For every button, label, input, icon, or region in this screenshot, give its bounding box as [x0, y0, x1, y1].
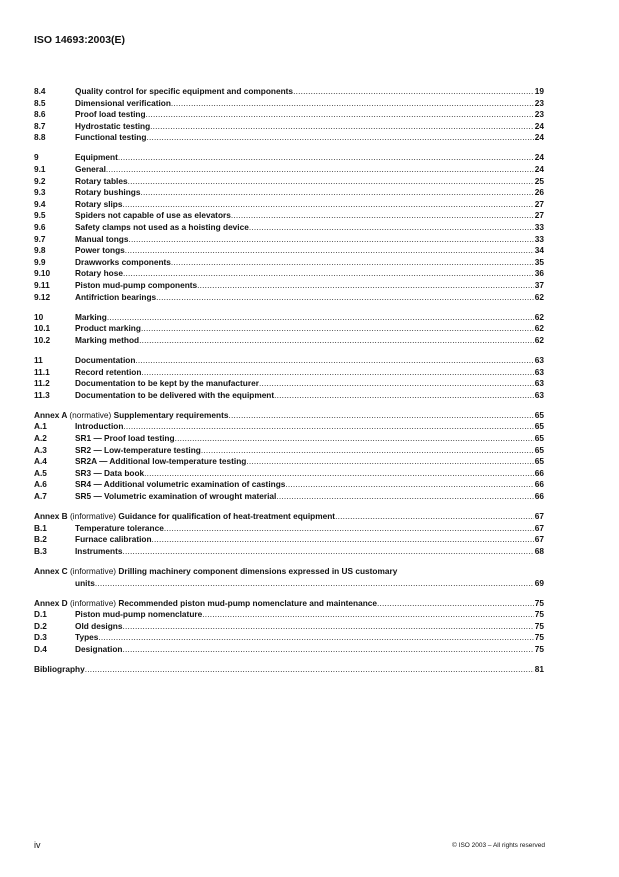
toc-page-number: 75: [534, 644, 544, 655]
toc-entry-number: D.4: [34, 644, 47, 655]
toc-page-number: 34: [534, 245, 544, 256]
toc-entry-title: Hydrostatic testing: [75, 120, 151, 131]
toc-page-number: 24: [534, 132, 544, 143]
toc-entry-title: Old designs: [75, 620, 123, 631]
toc-entry[interactable]: [34, 323, 544, 335]
toc-page-number: 65: [534, 421, 544, 432]
toc-entry-number: 9.6: [34, 222, 46, 233]
dot-leader: [139, 335, 534, 347]
annex-label: Annex C: [34, 565, 68, 576]
toc-page-number: 33: [534, 222, 544, 233]
toc-entry-title: Designation: [75, 644, 123, 655]
dot-leader: [144, 468, 534, 480]
toc-entry-number: 11.2: [34, 378, 50, 389]
dot-leader: [274, 390, 534, 402]
toc-entry-title: Spiders not capable of use as elevators: [75, 210, 231, 221]
toc-entry-number: D.2: [34, 620, 47, 631]
toc-entry-number: 9: [34, 152, 39, 163]
toc-entry[interactable]: [34, 176, 544, 188]
toc-entry[interactable]: [34, 644, 544, 656]
toc-entry-number: A.3: [34, 444, 47, 455]
toc-page-number: 65: [534, 409, 544, 420]
toc-page-number: 35: [534, 256, 544, 267]
toc-entry[interactable]: [34, 621, 544, 633]
toc-section: [34, 355, 544, 401]
toc-entry-number: D.3: [34, 632, 47, 643]
toc-entry-number: A.1: [34, 421, 47, 432]
toc-page-number: 24: [534, 164, 544, 175]
toc-section: [34, 598, 544, 656]
dot-leader: [118, 152, 534, 164]
toc-entry-number: 11: [34, 354, 43, 365]
dot-leader: [197, 280, 534, 292]
table-of-contents: [34, 86, 544, 684]
page-number: iv: [34, 840, 41, 850]
toc-entry-title: Piston mud-pump nomenclature: [75, 609, 203, 620]
toc-entry[interactable]: [34, 468, 544, 480]
dot-leader: [285, 479, 533, 491]
dot-leader: [171, 98, 534, 110]
toc-entry-title: Quality control for specific equipment and components: [75, 86, 294, 96]
toc-entry[interactable]: [34, 86, 544, 98]
toc-page-number: 67: [534, 534, 544, 545]
toc-entry[interactable]: [34, 456, 544, 468]
toc-page-number: 75: [534, 632, 544, 643]
toc-page-number: 37: [534, 280, 544, 290]
toc-entry-number: A.2: [34, 433, 47, 444]
toc-page-number: 36: [534, 268, 544, 279]
toc-entry-title: Safety clamps not used as a hoisting device: [75, 222, 249, 233]
toc-entry[interactable]: [34, 335, 544, 347]
toc-page-number: 63: [534, 389, 544, 400]
toc-entry[interactable]: [34, 390, 544, 402]
dot-leader: [128, 234, 533, 246]
toc-page-number: 69: [534, 577, 544, 588]
toc-entry-title: Rotary tables: [75, 175, 128, 186]
dot-leader: [128, 176, 534, 188]
dot-leader: [125, 245, 534, 257]
toc-entry-title: SR2 — Low-temperature testing: [75, 444, 201, 455]
toc-entry-title: SR3 — Data book: [75, 467, 145, 478]
toc-entry-title: [34, 566, 397, 578]
toc-section: [34, 312, 544, 347]
toc-entry-title: Drawworks components: [75, 256, 171, 267]
toc-entry-number: A.5: [34, 467, 47, 478]
annex-label: Annex A: [34, 409, 68, 420]
annex-kind: (informative): [69, 565, 117, 576]
toc-entry-title: Power tongs: [75, 245, 125, 256]
toc-section: [34, 152, 544, 303]
toc-entry[interactable]: [34, 410, 544, 422]
toc-entry-number: 9.8: [34, 245, 46, 256]
toc-entry-number: 9.4: [34, 198, 46, 209]
toc-page-number: 62: [534, 311, 544, 322]
toc-page-number: 65: [534, 444, 544, 455]
toc-page-number: 63: [534, 354, 544, 365]
dot-leader: [98, 632, 533, 644]
toc-entry-title: Product marking: [75, 323, 141, 334]
toc-entry-title: Marking method: [75, 334, 140, 345]
dot-leader: [123, 199, 534, 211]
toc-entry[interactable]: [34, 109, 544, 121]
toc-entry-continuation[interactable]: [34, 578, 544, 590]
toc-page-number: 65: [534, 456, 544, 467]
dot-leader: [335, 511, 534, 523]
toc-page-number: 24: [534, 120, 544, 131]
toc-entry-number: 8.7: [34, 120, 46, 131]
toc-entry-title-text: Recommended piston mud-pump nomenclature and maintenance: [118, 597, 378, 608]
dot-leader: [135, 355, 533, 367]
toc-section: [34, 664, 544, 676]
annex-label: Annex B: [34, 511, 68, 522]
toc-entry-number: A.7: [34, 491, 47, 501]
toc-entry[interactable]: [34, 98, 544, 110]
dot-leader: [123, 268, 534, 280]
toc-entry-number: 9.1: [34, 164, 46, 175]
annex-label: Annex D: [34, 597, 68, 608]
dot-leader: [249, 222, 534, 234]
dot-leader: [146, 132, 533, 144]
toc-entry-title-cont: units: [75, 577, 95, 588]
dot-leader: [171, 257, 534, 269]
toc-page-number: 27: [534, 210, 544, 221]
toc-entry-number: 9.10: [34, 268, 51, 279]
toc-entry-title: Record retention: [75, 366, 142, 377]
toc-page-number: 66: [534, 467, 544, 478]
toc-entry[interactable]: [34, 546, 544, 558]
dot-leader: [122, 644, 533, 656]
toc-entry-title: Rotary hose: [75, 268, 123, 279]
toc-page-number: 75: [534, 597, 544, 608]
toc-entry-number: 10.1: [34, 323, 51, 334]
toc-entry[interactable]: [34, 222, 544, 234]
toc-entry[interactable]: [34, 632, 544, 644]
toc-entry[interactable]: [34, 121, 544, 133]
toc-entry[interactable]: [34, 355, 544, 367]
toc-entry-title: Instruments: [75, 545, 123, 556]
toc-entry-title: Temperature tolerance: [75, 522, 164, 533]
dot-leader: [140, 187, 533, 199]
toc-entry[interactable]: [34, 199, 544, 211]
toc-entry[interactable]: [34, 421, 544, 433]
dot-leader: [141, 367, 533, 379]
dot-leader: [377, 598, 534, 610]
toc-entry[interactable]: [34, 433, 544, 445]
dot-leader: [202, 609, 534, 621]
dot-leader: [228, 410, 533, 422]
dot-leader: [231, 210, 534, 222]
toc-entry-title: SR5 — Volumetric examination of wrought material: [75, 491, 277, 501]
toc-page-number: 24: [534, 152, 544, 163]
document-header: ISO 14693:2003(E): [34, 34, 126, 46]
toc-page-number: 62: [534, 291, 544, 302]
toc-entry-title: Furnace calibration: [75, 534, 152, 545]
toc-entry[interactable]: [34, 664, 544, 676]
dot-leader: [293, 86, 534, 98]
toc-entry-title: SR4 — Additional volumetric examination of castings: [75, 479, 286, 490]
dot-leader: [276, 491, 533, 503]
toc-entry-number: B.1: [34, 522, 47, 533]
annex-kind: (informative): [69, 597, 117, 608]
dot-leader: [95, 578, 534, 590]
toc-page-number: 67: [534, 511, 544, 522]
toc-entry[interactable]: [34, 152, 544, 164]
toc-entry-title: Antifriction bearings: [75, 291, 157, 302]
toc-entry-title: Documentation to be kept by the manufacturer: [75, 378, 259, 389]
toc-entry-title: [34, 598, 377, 610]
toc-section: [34, 410, 544, 503]
toc-entry-number: 11.1: [34, 366, 50, 377]
dot-leader: [107, 312, 534, 324]
toc-page-number: 63: [534, 378, 544, 389]
toc-entry[interactable]: [34, 378, 544, 390]
toc-entry-number: B.3: [34, 545, 47, 556]
toc-entry-title: Types: [75, 632, 99, 643]
toc-entry-title: [34, 410, 228, 422]
toc-page-number: 33: [534, 233, 544, 244]
toc-entry-number: D.1: [34, 609, 47, 620]
toc-entry-title: Proof load testing: [75, 109, 146, 120]
toc-page-number: 67: [534, 522, 544, 533]
toc-page-number: 62: [534, 323, 544, 334]
toc-page-number: 25: [534, 175, 544, 186]
toc-entry[interactable]: [34, 445, 544, 457]
toc-entry-title: Documentation to be delivered with the equipment: [75, 389, 275, 400]
toc-entry-number: 9.12: [34, 291, 51, 302]
toc-entry[interactable]: [34, 187, 544, 199]
toc-entry-title: Marking: [75, 311, 107, 322]
toc-entry[interactable]: [34, 280, 544, 292]
dot-leader: [175, 433, 534, 445]
toc-entry-title: Piston mud-pump components: [75, 280, 198, 290]
toc-section: [34, 566, 544, 589]
toc-entry-number: 8.6: [34, 109, 46, 120]
toc-entry-number: 9.5: [34, 210, 46, 221]
toc-page-number: 68: [534, 545, 544, 556]
toc-entry[interactable]: [34, 292, 544, 304]
toc-entry-number: 8.5: [34, 97, 46, 108]
toc-entry-number: 9.11: [34, 280, 50, 290]
toc-entry-title: General: [75, 164, 106, 175]
dot-leader: [246, 456, 533, 468]
toc-entry[interactable]: [34, 312, 544, 324]
dot-leader: [146, 109, 534, 121]
toc-entry-number: B.2: [34, 534, 47, 545]
dot-leader: [122, 621, 533, 633]
annex-kind: (informative): [69, 511, 117, 522]
toc-entry-number: 9.2: [34, 175, 46, 186]
toc-entry-number: 10.2: [34, 334, 51, 345]
toc-page-number: 66: [534, 479, 544, 490]
toc-entry-title: Rotary slips: [75, 198, 123, 209]
toc-page-number: 23: [534, 109, 544, 120]
toc-entry-number: 9.9: [34, 256, 46, 267]
toc-entry[interactable]: [34, 479, 544, 491]
toc-entry[interactable]: [34, 164, 544, 176]
annex-kind: (normative): [69, 409, 112, 420]
dot-leader: [201, 445, 534, 457]
toc-entry[interactable]: [34, 598, 544, 610]
toc-page-number: 26: [534, 187, 544, 198]
toc-entry-title: [34, 511, 335, 523]
toc-entry[interactable]: [34, 268, 544, 280]
toc-entry-title: Bibliography: [34, 664, 85, 675]
dot-leader: [122, 546, 533, 558]
toc-entry-title: Equipment: [75, 152, 118, 163]
toc-entry-title: SR2A — Additional low-temperature testing: [75, 456, 247, 467]
toc-page-number: 62: [534, 334, 544, 345]
dot-leader: [106, 164, 534, 176]
toc-entry-title: Functional testing: [75, 132, 147, 143]
toc-entry[interactable]: [34, 566, 544, 578]
toc-page-number: 66: [534, 491, 544, 501]
toc-page-number: 75: [534, 620, 544, 631]
toc-entry[interactable]: [34, 511, 544, 523]
toc-entry[interactable]: [34, 609, 544, 621]
toc-entry-title: Manual tongs: [75, 233, 129, 244]
toc-entry-number: 11.3: [34, 389, 50, 400]
toc-entry[interactable]: [34, 234, 544, 246]
toc-entry-title: SR1 — Proof load testing: [75, 433, 175, 444]
toc-entry-title-text: Supplementary requirements: [113, 409, 229, 420]
dot-leader: [123, 421, 533, 433]
toc-page-number: 27: [534, 198, 544, 209]
toc-entry-number: A.4: [34, 456, 47, 467]
toc-entry-title: Dimensional verification: [75, 97, 171, 108]
copyright-notice: © ISO 2003 – All rights reserved: [452, 842, 545, 849]
toc-page-number: 23: [534, 97, 544, 108]
dot-leader: [85, 664, 534, 676]
toc-entry-number: 9.7: [34, 233, 46, 244]
toc-section: [34, 511, 544, 557]
toc-entry[interactable]: [34, 491, 544, 503]
toc-page-number: 75: [534, 609, 544, 620]
toc-entry-number: 8.4: [34, 86, 46, 96]
toc-entry[interactable]: [34, 523, 544, 535]
toc-entry-title: Introduction: [75, 421, 124, 432]
toc-entry-title-text: Guidance for qualification of heat-treatment equipment: [118, 511, 336, 522]
toc-entry-number: 8.8: [34, 132, 46, 143]
dot-leader: [156, 292, 534, 304]
toc-entry-title: Rotary bushings: [75, 187, 141, 198]
toc-entry-number: A.6: [34, 479, 47, 490]
toc-entry-title: Documentation: [75, 354, 136, 365]
toc-entry-number: 10: [34, 311, 44, 322]
toc-section: [34, 86, 544, 144]
dot-leader: [141, 323, 534, 335]
toc-entry-title-text: Drilling machinery component dimensions expressed in US customary: [118, 565, 398, 576]
dot-leader: [150, 121, 534, 133]
dot-leader: [152, 534, 534, 546]
toc-entry[interactable]: [34, 132, 544, 144]
toc-entry-number: 9.3: [34, 187, 46, 198]
dot-leader: [164, 523, 534, 535]
dot-leader: [259, 378, 534, 390]
toc-page-number: 65: [534, 433, 544, 444]
toc-entry[interactable]: [34, 245, 544, 257]
toc-page-number: 19: [534, 86, 544, 96]
toc-page-number: 63: [534, 366, 544, 377]
toc-page-number: 81: [534, 664, 544, 675]
toc-entry[interactable]: [34, 210, 544, 222]
toc-entry[interactable]: [34, 534, 544, 546]
toc-entry[interactable]: [34, 367, 544, 379]
toc-entry[interactable]: [34, 257, 544, 269]
